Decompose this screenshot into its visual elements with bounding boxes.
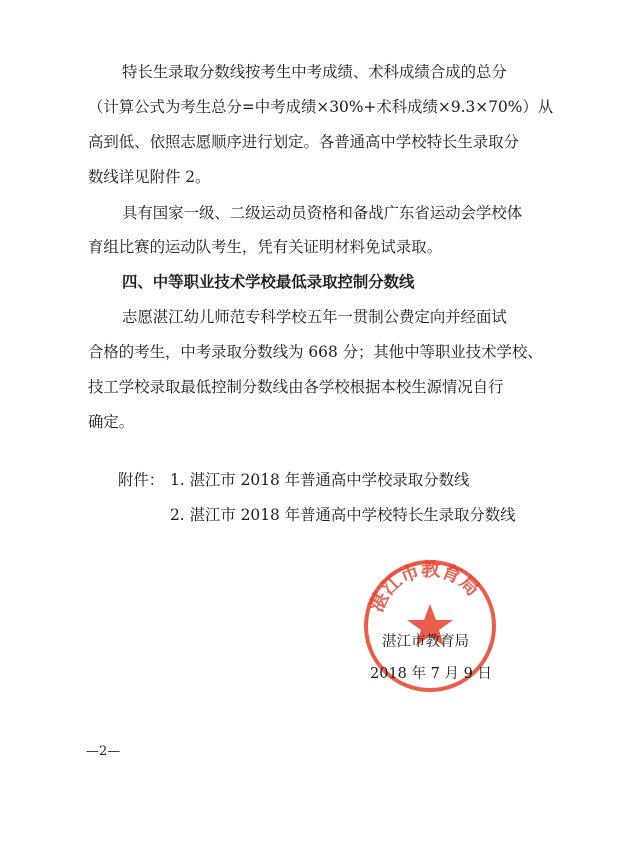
section-4-line-1: 志愿湛江幼儿师范专科学校五年一贯制公费定向并经面试 [122,308,507,326]
section-4-line-2: 合格的考生，中考录取分数线为 668 分；其他中等职业技术学校、 [88,343,543,361]
attachment-item-1: 1. 湛江市 2018 年普通高中学校录取分数线 [170,471,470,489]
signature-date: 2018 年 7 月 9 日 [370,666,492,682]
section-4-line-4: 确定。 [88,413,135,431]
section-4-heading: 四、中等职业技术学校最低录取控制分数线 [122,273,415,291]
signature-organization: 湛江市教育局 [382,634,469,650]
attachments-label: 附件： [118,471,165,489]
paragraph-1-line-2: （计算公式为考生总分=中考成绩×30%+术科成绩×9.3×70%）从 [88,98,554,116]
attachment-item-2: 2. 湛江市 2018 年普通高中学校特长生录取分数线 [170,506,516,524]
svg-text:湛江市教育局 [364,558,483,616]
paragraph-2-line-1: 具有国家一级、二级运动员资格和备战广东省运动会学校体 [122,204,523,222]
page-number: —2— [86,744,121,759]
paragraph-1-line-3: 高到低、依照志愿顺序进行划定。各普通高中学校特长生录取分 [88,133,519,151]
seal-text: 湛江市教育局 [365,558,484,616]
paragraph-2-line-2: 育组比赛的运动队考生，凭有关证明材料免试录取。 [88,238,442,256]
section-4-line-3: 技工学校录取最低控制分数线由各学校根据本校生源情况自行 [88,378,504,396]
paragraph-1-line-1: 特长生录取分数线按考生中考成绩、术科成绩合成的总分 [122,63,507,81]
paragraph-1-line-4: 数线详见附件 2。 [88,168,211,186]
